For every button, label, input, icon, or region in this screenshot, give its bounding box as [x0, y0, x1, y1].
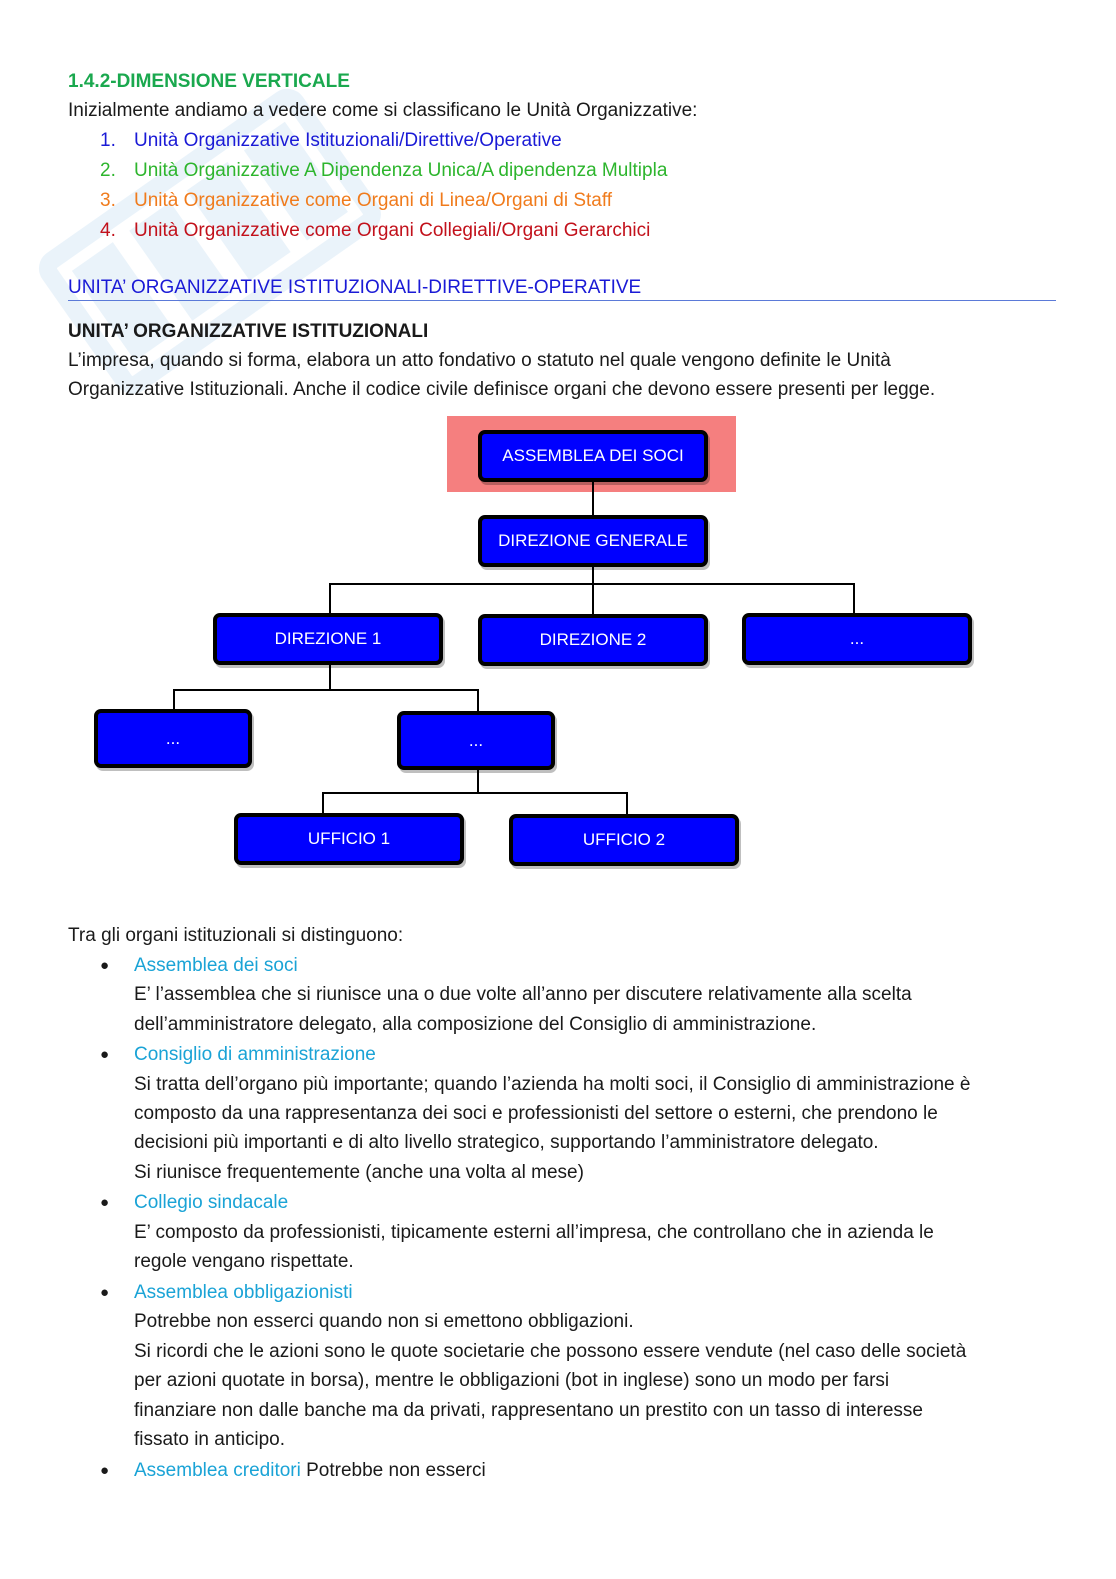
organ-text-line: per azioni quotate in borsa), mentre le obbligazioni (bot in inglese) sono un modo per farsi — [134, 1370, 890, 1391]
organ-title: Assemblea dei soci — [134, 955, 298, 976]
node-direzione-1: DIREZIONE 1 — [213, 613, 443, 665]
connector-line — [626, 792, 628, 816]
node-direzione-generale: DIREZIONE GENERALE — [478, 515, 708, 567]
connector-line — [329, 583, 331, 615]
organ-text-line: dell’amministratore delegato, alla composizione del Consiglio di amministrazione. — [134, 1014, 817, 1035]
organ-text-line: Si tratta dell’organo più importante; quando l’azienda ha molti soci, il Consiglio di amministrazione è — [134, 1074, 971, 1095]
bullet-icon: ● — [100, 1284, 110, 1301]
bullet-icon: ● — [100, 1462, 110, 1479]
organ-title: Consiglio di amministrazione — [134, 1044, 376, 1065]
connector-line — [329, 583, 855, 585]
bullet-icon: ● — [100, 1046, 110, 1063]
connector-line — [322, 792, 628, 794]
organ-text-line: Si ricordi che le azioni sono le quote societarie che possono essere vendute (nel caso delle società — [134, 1341, 967, 1362]
organ-title: Assemblea obbligazionisti — [134, 1282, 353, 1303]
list-item — [100, 219, 651, 243]
section-heading: 1.4.2-DIMENSIONE VERTICALE — [68, 71, 350, 92]
organ-text-inline: Potrebbe non esserci — [306, 1460, 486, 1481]
paragraph-line: Organizzative Istituzionali. Anche il codice civile definisce organi che devono essere presenti per legge. — [68, 379, 936, 400]
organ-text-line: decisioni più importanti e di alto livello strategico, supportando l’amministratore delegato. — [134, 1132, 879, 1153]
list-number: 2. — [100, 160, 116, 181]
paragraph-line: L’impresa, quando si forma, elabora un atto fondativo o statuto nel quale vengono definite le Unità — [68, 350, 891, 371]
node-ufficio-2: UFFICIO 2 — [509, 814, 739, 866]
connector-line — [477, 766, 479, 794]
connector-line — [173, 689, 175, 711]
list-item — [100, 129, 562, 153]
organ-text-line: composto da una rappresentanza dei soci e professionisti del settore o esterni, che prendono le — [134, 1103, 938, 1124]
section-divider — [68, 300, 1056, 301]
organ-text-line: Potrebbe non esserci quando non si emettono obbligazioni. — [134, 1311, 634, 1332]
connector-line — [329, 662, 331, 691]
connector-line — [173, 689, 479, 691]
bullet-icon: ● — [100, 1194, 110, 1211]
organs-intro: Tra gli organi istituzionali si distinguono: — [68, 925, 404, 946]
connector-line — [853, 583, 855, 615]
list-item — [100, 159, 668, 183]
connector-line — [477, 689, 479, 713]
bullet-icon: ● — [100, 957, 110, 974]
list-number: 4. — [100, 220, 116, 241]
node-sub-2: ... — [397, 711, 555, 770]
subsection-title: UNITA’ ORGANIZZATIVE ISTITUZIONALI — [68, 321, 429, 342]
organ-text-line: regole vengano rispettate. — [134, 1251, 354, 1272]
organ-text-line: Si riunisce frequentemente (anche una volta al mese) — [134, 1162, 584, 1183]
list-item — [100, 189, 613, 213]
organ-text-line: fissato in anticipo. — [134, 1429, 286, 1450]
list-number: 1. — [100, 130, 116, 151]
organ-text-line: E’ composto da professionisti, tipicamente esterni all’impresa, che controllano che in azienda le — [134, 1222, 934, 1243]
section-title: UNITA’ ORGANIZZATIVE ISTITUZIONALI-DIRETTIVE-OPERATIVE — [68, 277, 642, 298]
connector-line — [322, 792, 324, 815]
node-direzione-3: ... — [742, 613, 972, 665]
organ-text-line: E’ l’assemblea che si riunisce una o due volte all’anno per discutere relativamente alla scelta — [134, 984, 912, 1005]
node-assemblea-dei-soci: ASSEMBLEA DEI SOCI — [478, 430, 708, 482]
node-sub-1: ... — [94, 709, 252, 768]
node-ufficio-1: UFFICIO 1 — [234, 813, 464, 865]
node-direzione-2: DIREZIONE 2 — [478, 614, 708, 666]
organ-title: Assemblea creditori — [134, 1460, 301, 1481]
list-text: Unità Organizzative come Organi di Linea/Organi di Staff — [134, 190, 613, 211]
list-text: Unità Organizzative A Dipendenza Unica/A dipendenza Multipla — [134, 160, 668, 181]
organ-text-line: finanziare non dalle banche ma da privati, rappresentano un prestito con un tasso di interesse — [134, 1400, 923, 1421]
connector-line — [592, 565, 594, 615]
connector-line — [592, 480, 594, 517]
list-number: 3. — [100, 190, 116, 211]
organ-title: Collegio sindacale — [134, 1192, 289, 1213]
list-text: Unità Organizzative Istituzionali/Direttive/Operative — [134, 130, 562, 151]
organ-item-inline — [134, 1459, 486, 1483]
intro-text: Inizialmente andiamo a vedere come si classificano le Unità Organizzative: — [68, 100, 698, 121]
list-text: Unità Organizzative come Organi Collegiali/Organi Gerarchici — [134, 220, 651, 241]
